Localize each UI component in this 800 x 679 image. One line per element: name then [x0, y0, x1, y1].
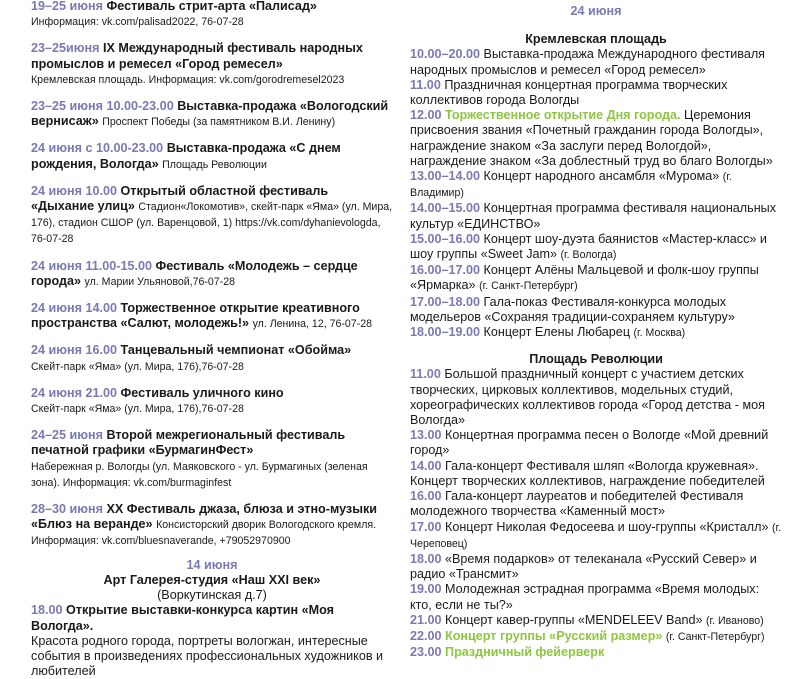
event-info: ул. Ленина, 12, 76-07-28 — [252, 318, 373, 331]
event-title: Танцевальный чемпионат «Обойма» — [120, 343, 352, 358]
event-info: Набережная р. Вологды (ул. Маяковского - ул. Бурмагиных (зеленая зона). Информация: vk.com/burmaginfest — [31, 460, 368, 489]
event-info: Проспект Победы (за памятником В.И. Ленину) — [102, 116, 336, 129]
event-date: 23–25 июня 10.00-23.00 — [31, 99, 174, 114]
event-title: Торжественное открытие креативного пространства «Салют, молодежь!» — [31, 301, 360, 331]
event-date: 24 июня 10.00 — [31, 183, 117, 198]
june14-event — [31, 603, 393, 679]
event-date: 24–25 июня — [31, 428, 103, 443]
event-title: Выставка-продажа «С днем рождения, Вологда» — [31, 141, 341, 171]
event-date: 23–25июня — [31, 41, 100, 56]
event-ulichnoe-kino — [31, 386, 393, 417]
event-desc: Красота родного города, портреты вологжан, интересные события в произведениях профессиональных художников и любителей — [31, 633, 384, 679]
event-date: 24 июня 14.00 — [31, 301, 117, 316]
june14-section — [31, 558, 393, 679]
kremlin-item: 16.00–17.00 Концерт Алёны Мальцевой и фолк-шоу группы «Ярмарка» (г. Санкт-Петербург) — [410, 263, 759, 293]
kremlin-item: 15.00–16.00 Концерт шоу-дуэта баянистов «Мастер-класс» и шоу группы «Sweet Jam» (г. Вологда) — [410, 231, 767, 262]
event-info: Скейт-парк «Яма» (ул. Мира, 176),76-07-28 — [31, 403, 244, 416]
kremlin-item: 17.00–18.00 Гала-показ Фестиваля-конкурса молодых модельеров «Сохраняя традиции-сохраняем культуру» — [410, 294, 735, 324]
event-palisad — [31, 0, 393, 30]
event-oboima — [31, 343, 393, 374]
revolution-item: 17.00 Концерт Николая Федосеева и шоу-группы «Кристалл» (г. Череповец) — [410, 519, 782, 550]
right-date: 24 июня — [570, 4, 622, 18]
revolution-item: 14.00 Гала-концерт Фестиваля шляп «Вологда кружевная». Концерт творческих коллективов, награждение победителей — [410, 458, 765, 488]
kremlin-item: 14.00–15.00 Концертная программа фестиваля национальных культур «ЕДИНСТВО» — [410, 201, 777, 231]
left-column — [31, 0, 393, 679]
event-title: Второй межрегиональный фестиваль печатной графики «БурмагинФест» — [31, 428, 346, 458]
event-title: Фестиваль стрит-арта «Палисад» — [106, 0, 317, 13]
event-info: Скейт-парк «Яма» (ул. Мира, 176),76-07-28 — [31, 360, 244, 373]
event-title: IX Международный фестиваль народных промыслов и ремесел «Город ремесел» — [31, 41, 363, 71]
june14-date: 14 июня — [186, 557, 238, 572]
event-salyut — [31, 301, 393, 332]
revolution-item: 23.00 Праздничный фейерверк — [410, 645, 605, 660]
kremlin-item: 13.00–14.00 Концерт народного ансамбля «Мурома» (г. Владимир) — [410, 169, 732, 200]
event-gorod-remesel — [31, 41, 393, 88]
event-title: Фестиваль уличного кино — [120, 385, 284, 400]
event-title: Фестиваль «Молодежь – сердце города» — [31, 258, 358, 288]
event-info: Кремлевская площадь. Информация: vk.com/gorodremesel2023 — [31, 73, 345, 86]
event-time: 18.00 — [31, 603, 63, 618]
event-date: 24 июня 16.00 — [31, 343, 117, 358]
kremlin-item: 10.00–20.00 Выставка-продажа Международного фестиваля народных промыслов и ремесел «Город ремесел» — [410, 47, 765, 77]
venue-kremlin: Кремлевская площадь — [525, 32, 667, 47]
event-date: 24 июня с 10.00-23.00 — [31, 141, 164, 156]
event-title: Открытый областной фестиваль «Дыхание улиц» — [31, 183, 329, 214]
kremlin-item: 18.00–19.00 Концерт Елены Любарец (г. Москва) — [410, 325, 686, 340]
right-column — [410, 4, 782, 660]
event-date: 24 июня 21.00 — [31, 385, 117, 400]
event-info: ул. Марии Ульяновой,76-07-28 — [84, 275, 236, 288]
event-date: 24 июня 11.00-15.00 — [31, 258, 152, 273]
event-date: 19–25 июня — [31, 0, 103, 13]
event-title: Открытие выставки-конкурса картин «Моя Вологда». — [31, 603, 334, 633]
revolution-item: 13.00 Концертная программа песен о Вологде «Мой древний город» — [410, 428, 769, 458]
kremlin-item: 12.00 Торжественное открытие Дня города. Церемония присвоения звания «Почетный гражданин города Вологды», награждение знаком «За заслуги перед Вологдой», награждение знаком «За доблестный труд во благо Вологды» — [410, 108, 773, 168]
revolution-item: 21.00 Концерт кавер-группы «MENDELEEV Band» (г. Иваново) — [410, 612, 764, 627]
event-vernisazh — [31, 99, 393, 130]
venue-revolution-square: Площадь Революции — [529, 352, 663, 367]
event-info: Информация: vk.com/palisad2022, 76-07-28 — [31, 16, 244, 29]
revolution-item: 11.00 Большой праздничный концерт с участием детских творческих, цирковых коллективов, модельных студий, хореографических коллективов города «Город детства - моя Вологда» — [410, 367, 765, 428]
revolution-item: 16.00 Гала-концерт лауреатов и победителей Фестиваля молодежного творчества «Каменный мост» — [410, 489, 744, 519]
june14-address: (Воркутинская д.7) — [157, 588, 267, 603]
revolution-item: 22.00 Концерт группы «Русский размер» (г. Санкт-Петербург) — [410, 628, 765, 643]
revolution-item: 18.00 «Время подарков» от телеканала «Русский Север» и радио «Трансмит» — [410, 551, 757, 582]
event-title: Выставка-продажа «Вологодский вернисаж» — [31, 99, 389, 129]
event-s-dnem-rozhdeniya — [31, 141, 393, 172]
event-info: Консисторский дворик Вологодского кремля. Информация: vk.com/bluesnaverande, +79052970900 — [31, 519, 377, 548]
event-blyuz-na-verande — [31, 502, 393, 550]
revolution-item: 19.00 Молодежная эстрадная программа «Время молодых: кто, если не ты?» — [410, 582, 760, 612]
june14-venue: Арт Галерея-студия «Наш XXI век» — [103, 572, 321, 587]
event-dykhanie-ulits — [31, 184, 393, 248]
event-date: 28–30 июня — [31, 502, 103, 517]
event-molodezh — [31, 259, 393, 290]
event-burmaginfest — [31, 428, 393, 491]
event-title: XX Фестиваль джаза, блюза и этно-музыки «Блюз на веранде» — [31, 502, 377, 532]
event-info: Стадион«Локомотив», скейт-парк «Яма» (ул. Мира, 176), стадион СШОР (ул. Варенцовой, 1) https://vk.com/dyhanievologda, 76-07-28 — [31, 201, 393, 246]
event-info: Площадь Революции — [162, 158, 267, 171]
kremlin-item: 11.00 Праздничная концертная программа творческих коллективов города Вологды — [410, 77, 728, 108]
